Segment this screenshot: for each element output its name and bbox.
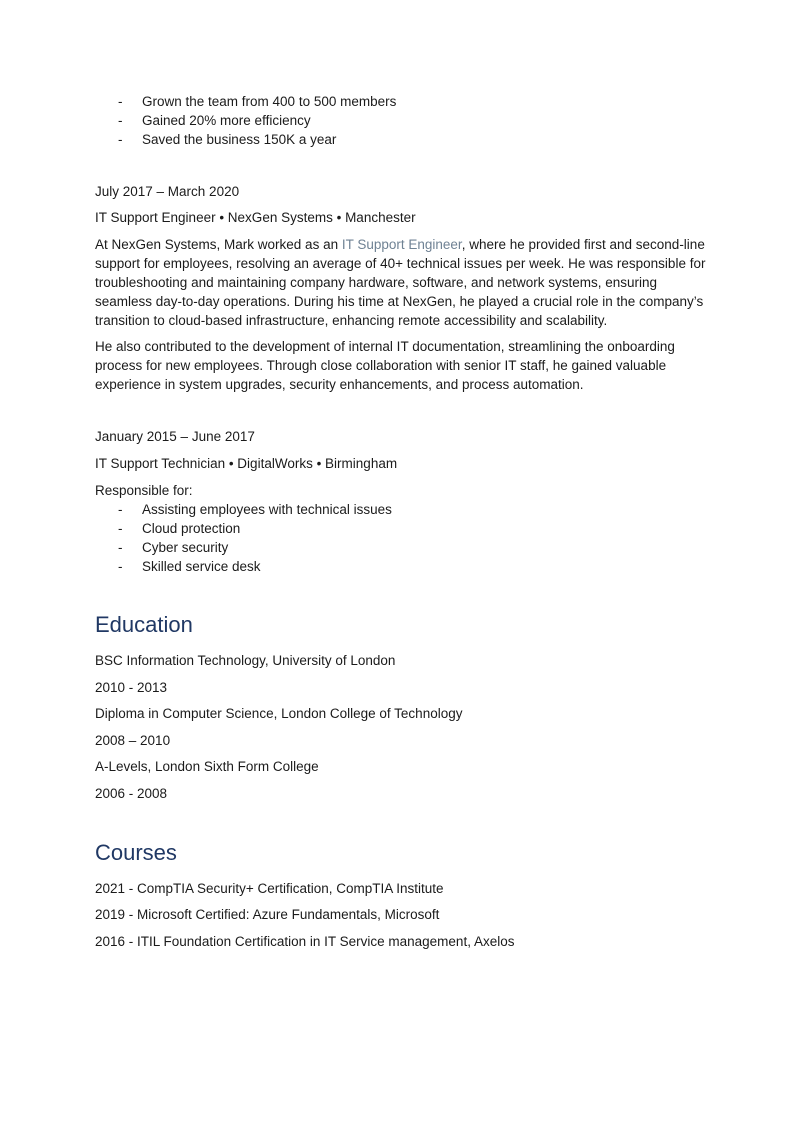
list-item xyxy=(95,557,710,576)
job-title-line-digitalworks: IT Support Technician • DigitalWorks • Birmingham xyxy=(95,456,398,471)
bullet-dash: - xyxy=(118,94,123,109)
education-qualification: Diploma in Computer Science, London College of Technology xyxy=(95,706,463,721)
list-item xyxy=(95,130,710,149)
job-title-line-nexgen: IT Support Engineer • NexGen Systems • Manchester xyxy=(95,210,416,225)
list-item xyxy=(95,500,710,519)
courses-section-heading: Courses xyxy=(95,839,177,865)
bullet-dash: - xyxy=(118,559,123,574)
paragraph-text: , where he provided first and second-line support for employees, resolving an average of 40+ technical issues per week. He was responsible for troubleshooting and maintaining company hardware, software, and network systems, ensuring seamless day-to-day operations. During his time at NexGen, he played a crucial role in the company’s transition to cloud-based infrastructure, enhancing remote accessibility and scalability. xyxy=(95,237,706,328)
list-item xyxy=(95,111,710,130)
bullet-dash: - xyxy=(118,132,123,147)
list-item xyxy=(95,92,710,111)
paragraph-text: At NexGen Systems, Mark worked as an xyxy=(95,237,342,252)
responsibility-text: Cyber security xyxy=(142,540,229,555)
responsibility-text: Cloud protection xyxy=(142,521,241,536)
education-dates: 2008 – 2010 xyxy=(95,732,171,748)
education-qualification: BSC Information Technology, University of London xyxy=(95,653,396,668)
bullet-dash: - xyxy=(118,540,123,555)
responsibility-text: Assisting employees with technical issues xyxy=(142,502,392,517)
list-item xyxy=(95,519,710,538)
education-qualification: A-Levels, London Sixth Form College xyxy=(95,759,319,774)
list-item xyxy=(95,538,710,557)
course-entry: 2016 - ITIL Foundation Certification in IT Service management, Axelos xyxy=(95,933,515,949)
course-entry: 2019 - Microsoft Certified: Azure Fundamentals, Microsoft xyxy=(95,907,440,922)
highlight-text: Grown the team from 400 to 500 members xyxy=(142,94,397,109)
course-entry: 2021 - CompTIA Security+ Certification, CompTIA Institute xyxy=(95,880,444,896)
education-dates: 2006 - 2008 xyxy=(95,785,168,801)
job-dates-nexgen: July 2017 – March 2020 xyxy=(95,184,240,199)
education-section-heading: Education xyxy=(95,612,193,637)
job-description-paragraph-1 xyxy=(95,235,710,330)
responsibilities-list xyxy=(95,500,710,576)
education-dates: 2010 - 2013 xyxy=(95,679,168,695)
job-description-paragraph-2: He also contributed to the development of internal IT documentation, streamlining the onboarding process for new employees. Through close collaboration with senior IT staff, he gained valuable experience in system upgrades, security enhancements, and process automation. xyxy=(95,339,675,392)
role-highlight-text: IT Support Engineer xyxy=(341,237,462,252)
highlight-text: Saved the business 150K a year xyxy=(142,132,337,147)
responsibility-text: Skilled service desk xyxy=(142,559,261,574)
bullet-dash: - xyxy=(118,113,123,128)
highlight-text: Gained 20% more efficiency xyxy=(142,113,311,128)
job-dates-digitalworks: January 2015 – June 2017 xyxy=(95,429,255,444)
previous-role-highlights-list xyxy=(95,92,710,149)
responsibilities-intro: Responsible for: xyxy=(95,483,193,498)
bullet-dash: - xyxy=(118,521,123,536)
bullet-dash: - xyxy=(118,502,123,517)
